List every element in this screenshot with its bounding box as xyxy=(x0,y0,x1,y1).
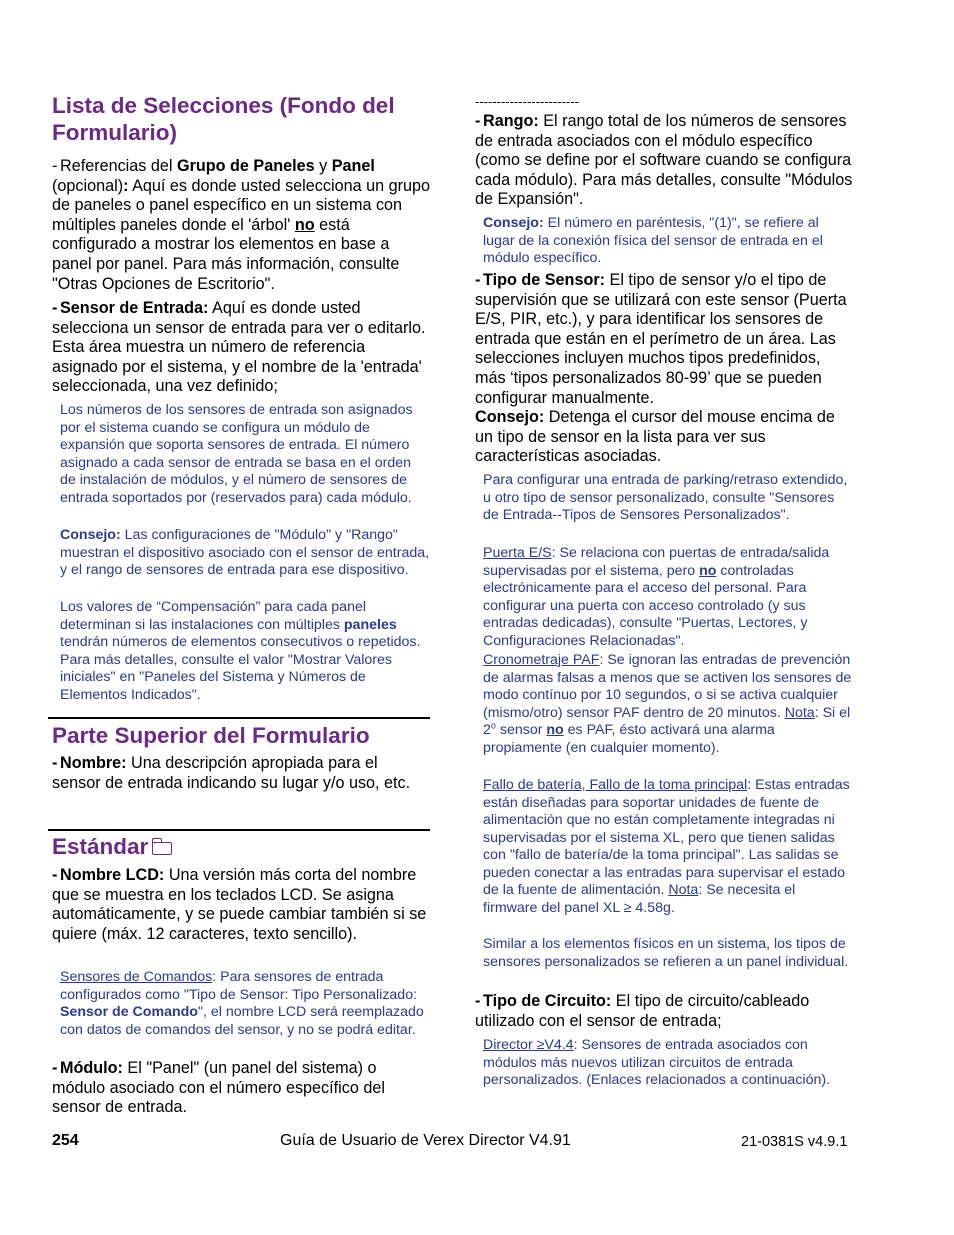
link-puerta-es[interactable]: Puerta E/S xyxy=(483,545,552,561)
heading-estandar: Estándar xyxy=(52,833,430,860)
note-parking: Para configurar una entrada de parking/retraso extendido, u otro tipo de sensor personalizado, consulte "Sensores de Entrada--Tipos de Sensores Personalizados". xyxy=(483,472,848,523)
note-similar: Similar a los elementos físicos en un sistema, los tipos de sensores personalizados se refieren a un panel individual. xyxy=(483,936,849,970)
section-divider xyxy=(48,717,430,719)
note-sensores-comandos: Sensores de Comandos: Para sensores de entrada configurados como "Tipo de Sensor: Tipo Personalizado: Sensor de Comando", el nombre LCD será reemplazado con datos de comandos del sensor, y no se podrá editar. xyxy=(60,969,424,1038)
separator-dashes: ------------------------ xyxy=(475,94,579,109)
note-director-v44: Director ≥V4.4: Sensores de entrada asociados con módulos más nuevos utilizan circuitos de entrada personalizados. (Enlaces relacionados a continuación). xyxy=(483,1037,831,1088)
link-fallo-bateria[interactable]: Fallo de batería, Fallo de la toma principal xyxy=(483,777,748,793)
note-consejo-parentesis: Consejo: El número en paréntesis, "(1)", se refiere al lugar de la conexión física del sensor de entrada en el módulo específico. xyxy=(483,215,823,266)
link-sensores-comandos[interactable]: Sensores de Comandos xyxy=(60,969,213,985)
section-divider xyxy=(48,829,430,831)
heading-parte-superior: Parte Superior del Formulario xyxy=(52,723,370,748)
note-cronometraje-paf: Cronometraje PAF: Se ignoran las entradas de prevención de alarmas falsas a menos que se activen los sensores de modo contínuo por 10 segundos, o si se activa cualquier (mismo/otro) sensor PAF dentro de 20 minutos. Nota: Si el 2$^o$ sensor no es PAF, ésto activará una alarma propiamente (en cualquier momento). xyxy=(483,652,852,756)
footer-title: Guía de Usuario de Verex Director V4.91 xyxy=(280,1132,571,1149)
note-numeros-sensores: Los números de los sensores de entrada son asignados por el sistema cuando se configura un módulo de expansión que soporta sensores de entrada. El número asignado a cada sensor de entrada se basa en el orden de instalación de módulos, y el número de sensores de entrada soportados por (reservados para) cada módulo. xyxy=(60,402,413,506)
heading-lista-selecciones: Lista de Selecciones (Fondo del Formulario) xyxy=(52,93,395,145)
link-nota[interactable]: Nota xyxy=(668,882,699,898)
page-number: 254 xyxy=(52,1132,79,1149)
footer-doc-id: 21-0381S v4.9.1 xyxy=(741,1134,848,1150)
item-nombre-lcd: - Nombre LCD: Una versión más corta del nombre que se muestra en los teclados LCD. Se asigna automáticamente, y se puede cambiar también si se quiere (máx. 12 caracteres, texto sencillo). xyxy=(52,866,427,943)
link-nota[interactable]: Nota xyxy=(784,704,815,721)
item-rango: - Rango: El rango total de los números de sensores de entrada asociados con el módulo específico (como se define por el software cuando se configura cada módulo). Para más detalles, consulte "Módulos de Expansión". xyxy=(475,112,853,209)
item-nombre: - Nombre: Una descripción apropiada para el sensor de entrada indicando su lugar y/o uso, etc. xyxy=(52,754,411,792)
note-compensacion: Los valores de “Compensación” para cada panel determinan si las instalaciones con múltiples paneles tendrán números de elementos consecutivos o repetidos. Para más detalles, consulte el valor "Mostrar Valores iniciales" en "Paneles del Sistema y Números de Elementos Indicados". xyxy=(60,599,421,703)
item-sensor-entrada: - Sensor de Entrada: Aquí es donde usted selecciona un sensor de entrada para ver o editarlo. Esta área muestra un número de referencia asignado por el sistema, y el nombre de la 'entrada' seleccionada, una vez definido; xyxy=(52,299,426,396)
item-tipo-circuito: - Tipo de Circuito: El tipo de circuito/cableado utilizado con el sensor de entrada; xyxy=(475,992,810,1030)
note-consejo-modulo-rango: Consejo: Las configuraciones de "Módulo" y "Rango" muestran el dispositivo asociado con el sensor de entrada, y el rango de sensores de entrada para ese dispositivo. xyxy=(60,527,430,578)
folder-icon xyxy=(152,842,172,855)
item-tipo-sensor: - Tipo de Sensor: El tipo de sensor y/o el tipo de supervisión que se utilizará con este sensor (Puerta E/S, PIR, etc.), y para identificar los sensores de entrada que están en el perímetro de un área. Las selecciones incluyen muchos tipos predefinidos, más ‘tipos personalizados 80-99’ que se pueden configurar manualmente. Consejo: Detenga el cursor del mouse encima de un tipo de sensor en la lista para ver sus características asociadas. xyxy=(475,271,847,466)
note-puerta-es: Puerta E/S: Se relaciona con puertas de entrada/salida supervisadas por el sistema, pero no controladas electrónicamente para el acceso del personal. Para configurar una puerta con acceso controlado (y sus entradas dedicadas), consulte "Puertas, Lectores, y Configuraciones Relacionadas". xyxy=(483,545,830,649)
link-director-v44[interactable]: Director ≥V4.4 xyxy=(483,1037,574,1053)
link-cronometraje-paf[interactable]: Cronometraje PAF xyxy=(483,652,600,668)
item-modulo: - Módulo: El "Panel" (un panel del sistema) o módulo asociado con el número específico del sensor de entrada. xyxy=(52,1059,385,1117)
item-referencias: - Referencias del Grupo de Paneles y Panel (opcional): Aquí es donde usted selecciona un grupo de paneles o panel específico en un sistema con múltiples paneles donde el 'árbol' no está configurado a mostrar los elementos en base a panel por panel. Para más información, consulte "Otras Opciones de Escritorio". xyxy=(52,157,430,293)
note-fallo-bateria: Fallo de batería, Fallo de la toma principal: Estas entradas están diseñadas para soportar unidades de fuente de alimentación que no están completamente integradas ni supervisadas por el sistema XL, pero que tienen salidas con "fallo de batería/de la toma principal". Las salidas se pueden conectar a las entradas para supervisar el estado de la fuente de alimentación. Nota: Se necesita el firmware del panel XL ≥ 4.58g. xyxy=(483,777,850,916)
